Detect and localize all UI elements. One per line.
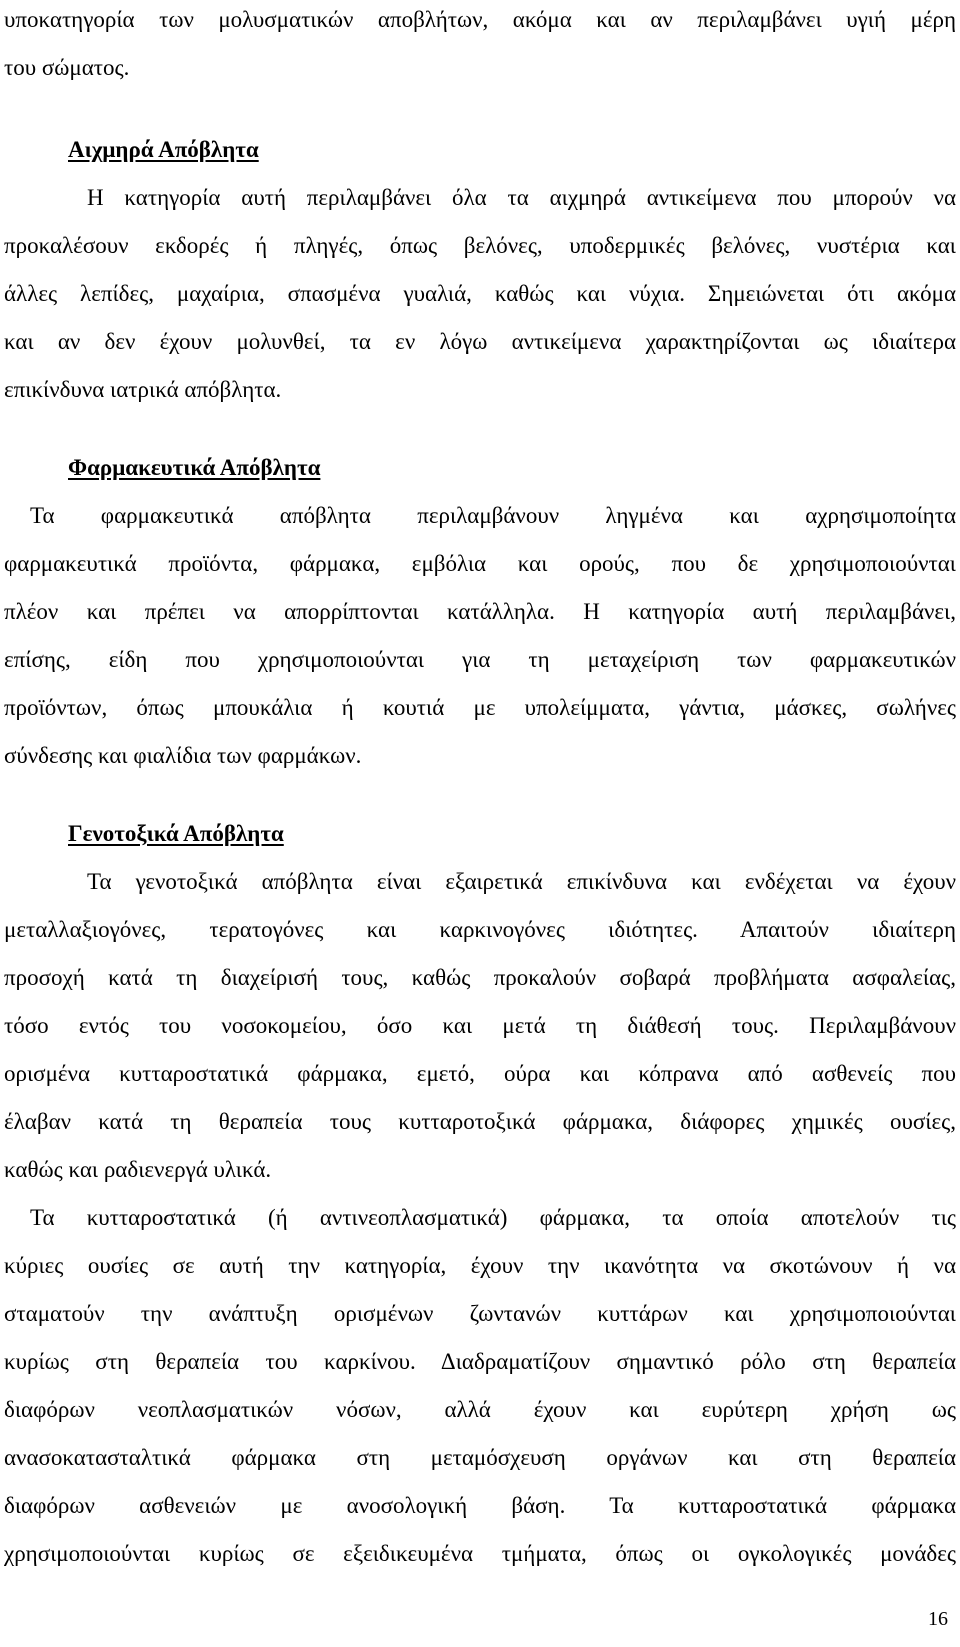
text-line: πλέον και πρέπει να απορρίπτονται κατάλληλα. Η κατηγορία αυτή περιλαμβάνει, bbox=[4, 599, 956, 624]
text-line: του σώματος. bbox=[4, 55, 130, 80]
text-line: προκαλέσουν εκδορές ή πληγές, όπως βελόνες, υποδερμικές βελόνες, νυστέρια και bbox=[4, 233, 956, 258]
section-heading: Γενοτοξικά Απόβλητα bbox=[68, 821, 284, 846]
text-line: σταματούν την ανάπτυξη ορισμένων ζωντανών κυττάρων και χρησιμοποιούνται bbox=[4, 1301, 956, 1326]
text-line: χρησιμοποιούνται κυρίως σε εξειδικευμένα τμήματα, όπως οι ογκολογικές μονάδες bbox=[4, 1541, 956, 1566]
text-line: προσοχή κατά τη διαχείρισή τους, καθώς προκαλούν σοβαρά προβλήματα ασφαλείας, bbox=[4, 965, 956, 990]
text-line: μεταλλαξιογόνες, τερατογόνες και καρκινογόνες ιδιότητες. Απαιτούν ιδιαίτερη bbox=[4, 917, 956, 942]
text-line: τόσο εντός του νοσοκομείου, όσο και μετά τη διάθεσή τους. Περιλαμβάνουν bbox=[4, 1013, 956, 1038]
text-line: Τα κυτταροστατικά (ή αντινεοπλασματικά) φάρμακα, τα οποία αποτελούν τις bbox=[30, 1205, 956, 1230]
text-line: ανασοκατασταλτικά φάρμακα στη μεταμόσχευση οργάνων και στη θεραπεία bbox=[4, 1445, 956, 1470]
section-pharmaceutical-waste bbox=[4, 444, 956, 780]
text-line: άλλες λεπίδες, μαχαίρια, σπασμένα γυαλιά, καθώς και νύχια. Σημειώνεται ότι ακόμα bbox=[4, 281, 956, 306]
text-line: προϊόντων, όπως μπουκάλια ή κουτιά με υπολείμματα, γάντια, μάσκες, σωλήνες bbox=[4, 695, 956, 720]
text-line: κυρίως στη θεραπεία του καρκίνου. Διαδραματίζουν σημαντικό ρόλο στη θεραπεία bbox=[4, 1349, 956, 1374]
text-line: Η κατηγορία αυτή περιλαμβάνει όλα τα αιχμηρά αντικείμενα που μπορούν να bbox=[87, 185, 956, 210]
text-line: διαφόρων ασθενειών με ανοσολογική βάση. Τα κυτταροστατικά φάρμακα bbox=[4, 1493, 956, 1518]
text-line: έλαβαν κατά τη θεραπεία τους κυτταροτοξικά φάρμακα, διάφορες χημικές ουσίες, bbox=[4, 1109, 956, 1134]
text-line: επίσης, είδη που χρησιμοποιούνται για τη μεταχείριση των φαρμακευτικών bbox=[4, 647, 956, 672]
text-line: Τα γενοτοξικά απόβλητα είναι εξαιρετικά επικίνδυνα και ενδέχεται να έχουν bbox=[87, 869, 956, 894]
text-line: υποκατηγορία των μολυσματικών αποβλήτων, ακόμα και αν περιλαμβάνει υγιή μέρη bbox=[4, 7, 956, 32]
paragraph bbox=[4, 174, 956, 414]
text-line: φαρμακευτικά προϊόντα, φάρμακα, εμβόλια και ορούς, που δε χρησιμοποιούνται bbox=[4, 551, 956, 576]
page-number: 16 bbox=[928, 1608, 948, 1630]
paragraph bbox=[4, 492, 956, 780]
text-line: Τα φαρμακευτικά απόβλητα περιλαμβάνουν ληγμένα και αχρησιμοποίητα bbox=[30, 503, 956, 528]
intro-paragraph bbox=[4, 0, 956, 92]
section-genotoxic-waste bbox=[4, 810, 956, 1578]
text-line: ορισμένα κυτταροστατικά φάρμακα, εμετό, ούρα και κόπρανα από ασθενείς που bbox=[4, 1061, 956, 1086]
text-line: καθώς και ραδιενεργά υλικά. bbox=[4, 1157, 272, 1182]
section-sharps-waste bbox=[4, 126, 956, 414]
text-line: επικίνδυνα ιατρικά απόβλητα. bbox=[4, 377, 282, 402]
paragraph bbox=[4, 858, 956, 1194]
text-line: σύνδεσης και φιαλίδια των φαρμάκων. bbox=[4, 743, 362, 768]
section-heading: Φαρμακευτικά Απόβλητα bbox=[68, 455, 321, 480]
section-heading: Αιχμηρά Απόβλητα bbox=[68, 137, 259, 162]
text-line: διαφόρων νεοπλασματικών νόσων, αλλά έχουν και ευρύτερη χρήση ως bbox=[4, 1397, 956, 1422]
paragraph bbox=[4, 1194, 956, 1578]
text-line: και αν δεν έχουν μολυνθεί, τα εν λόγω αντικείμενα χαρακτηρίζονται ως ιδιαίτερα bbox=[4, 329, 956, 354]
text-line: κύριες ουσίες σε αυτή την κατηγορία, έχουν την ικανότητα να σκοτώνουν ή να bbox=[4, 1253, 956, 1278]
